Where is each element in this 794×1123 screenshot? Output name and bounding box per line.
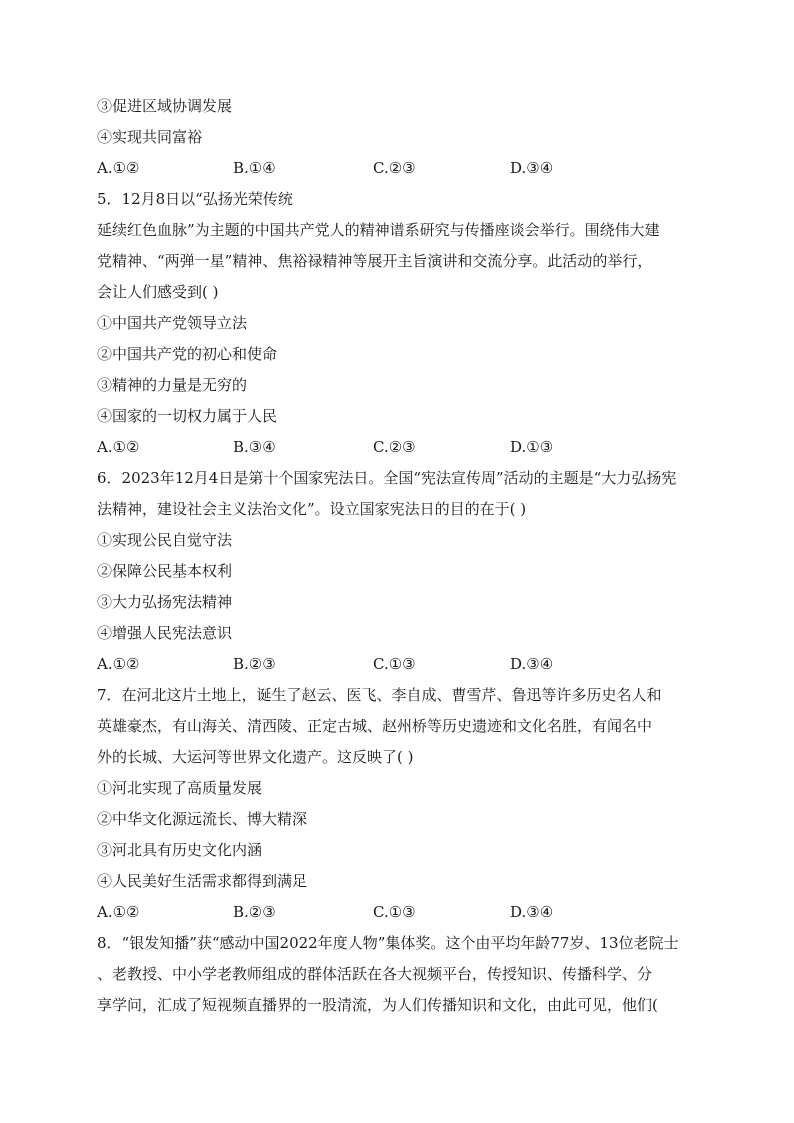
answer-option: A.①② — [97, 655, 140, 673]
answer-option: A.①② — [97, 159, 140, 177]
answer-options — [97, 436, 697, 458]
answer-option: B.①④ — [233, 159, 276, 177]
answer-option: D.③④ — [510, 159, 554, 177]
answer-option: B.②③ — [233, 655, 276, 673]
text-line: ③河北具有历史文化内涵 — [97, 841, 263, 859]
text-line: ①实现公民自觉守法 — [97, 531, 233, 549]
text-line: 法精神，建设社会主义法治文化”。设立国家宪法日的目的在于( ) — [97, 500, 527, 518]
answer-option: C.②③ — [373, 159, 416, 177]
answer-options — [97, 653, 697, 675]
text-line: ④增强人民宪法意识 — [97, 624, 233, 642]
text-line: ④国家的一切权力属于人民 — [97, 407, 278, 425]
text-line: 外的长城、大运河等世界文化遗产。这反映了( ) — [97, 748, 414, 766]
text-line: 7．在河北这片土地上，诞生了赵云、医飞、李自成、曹雪芹、鲁迅等许多历史名人和 — [97, 686, 662, 704]
text-line: 5．12月8日以“弘扬光荣传统 — [97, 190, 293, 208]
answer-option: C.①③ — [373, 903, 416, 921]
answer-option: A.①② — [97, 438, 140, 456]
text-line: 会让人们感受到( ) — [97, 283, 219, 301]
text-line: 、老教授、中小学老教师组成的群体活跃在各大视频平台，传授知识、传播科学、分 — [97, 965, 653, 983]
text-line: ④实现共同富裕 — [97, 128, 203, 146]
text-line: ②中华文化源远流长、博大精深 — [97, 810, 308, 828]
answer-option: D.①③ — [510, 438, 554, 456]
answer-option: D.③④ — [510, 655, 554, 673]
text-line: ②保障公民基本权利 — [97, 562, 233, 580]
answer-option: C.②③ — [373, 438, 416, 456]
text-line: ④人民美好生活需求都得到满足 — [97, 872, 308, 890]
text-line: 8．“银发知播”获“感动中国2022年度人物”集体奖。这个由平均年龄77岁、13位老院士 — [97, 934, 679, 952]
answer-option: D.③④ — [510, 903, 554, 921]
text-line: ①河北实现了高质量发展 — [97, 779, 263, 797]
text-line: 英雄豪杰，有山海关、清西陵、正定古城、赵州桥等历史遗迹和文化名胜，有闻名中 — [97, 717, 653, 735]
text-line: ①中国共产党领导立法 — [97, 314, 248, 332]
text-line: ③大力弘扬宪法精神 — [97, 593, 233, 611]
answer-option: C.①③ — [373, 655, 416, 673]
text-line: ②中国共产党的初心和使命 — [97, 345, 278, 363]
answer-option: A.①② — [97, 903, 140, 921]
text-line: 6．2023年12月4日是第十个国家宪法日。全国“宪法宣传周”活动的主题是“大力弘扬宪 — [97, 469, 677, 487]
text-line: 延续红色血脉”为主题的中国共产党人的精神谱系研究与传播座谈会举行。围绕伟大建 — [97, 221, 660, 239]
text-line: 享学问，汇成了短视频直播界的一股清流，为人们传播知识和文化，由此可见，他们( — [97, 996, 658, 1014]
answer-options — [97, 157, 697, 179]
text-line: ③促进区域协调发展 — [97, 97, 233, 115]
text-line: 党精神、“两弹一星”精神、焦裕禄精神等展开主旨演讲和交流分享。此活动的举行， — [97, 252, 653, 270]
answer-option: B.②③ — [233, 903, 276, 921]
answer-option: B.③④ — [233, 438, 276, 456]
answer-options — [97, 901, 697, 923]
text-line: ③精神的力量是无穷的 — [97, 376, 248, 394]
